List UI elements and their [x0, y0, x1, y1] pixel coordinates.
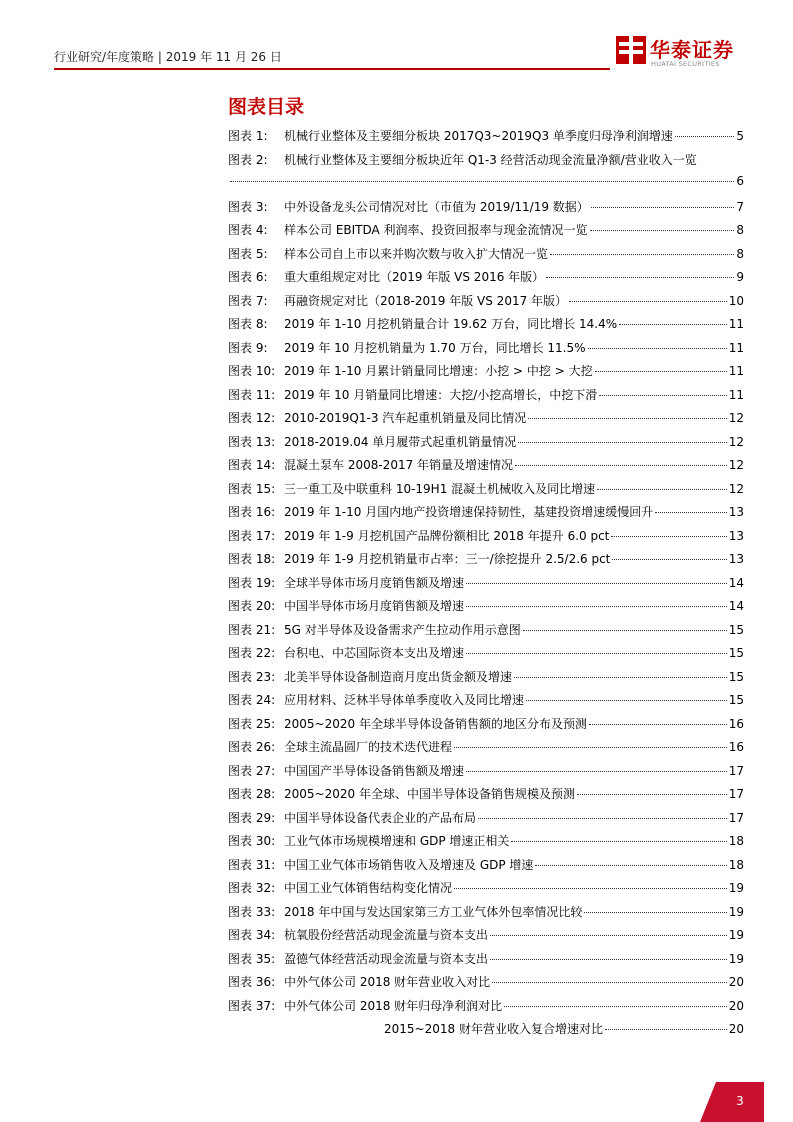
toc-entry-label: 图表 33:: [228, 904, 276, 919]
toc-entry-text: 中外气体公司 2018 财年归母净利润对比: [284, 998, 503, 1013]
header-divider: [54, 68, 610, 70]
toc-entry-page: 13: [728, 552, 744, 566]
toc-entry[interactable]: [228, 785, 744, 809]
toc-entry[interactable]: [228, 292, 744, 316]
toc-entry-page: 19: [728, 881, 744, 895]
toc-leader-dots: [588, 348, 727, 349]
toc-entry-label: 图表 17:: [228, 528, 276, 543]
toc-entry-label: 图表 25:: [228, 716, 276, 731]
toc-entry-label: 图表 4:: [228, 223, 268, 237]
toc-entry-page: 19: [728, 904, 744, 919]
toc-leader-dots: [454, 747, 727, 748]
toc-leader-dots: [466, 653, 727, 654]
toc-leader-dots: [523, 630, 727, 631]
toc-entry-text: 三一重工及中联重科 10-19H1 混凝土机械收入及同比增速: [284, 481, 596, 496]
toc-entry[interactable]: [228, 456, 744, 480]
toc-entry-label: 图表 30:: [228, 834, 276, 848]
toc-entry-text: 中外设备龙头公司情况对比（市值为 2019/11/19 数据）: [284, 199, 589, 214]
toc-entry-page: 15: [728, 622, 744, 637]
toc-entry-text: 机械行业整体及主要细分板块 2017Q3~2019Q3 单季度归母净利润增速: [284, 129, 673, 143]
toc-entry-page: 16: [728, 740, 744, 754]
toc-leader-dots: [611, 536, 726, 537]
toc-leader-dots: [569, 301, 727, 302]
toc-leader-dots: [591, 207, 735, 208]
toc-entry-label: 图表 37:: [228, 998, 276, 1013]
toc-leader-dots: [675, 136, 734, 137]
toc-entry-label: 图表 1:: [228, 129, 268, 143]
toc-leader-dots: [466, 771, 727, 772]
huatai-logo-icon: [616, 34, 646, 66]
toc-entry[interactable]: [228, 268, 744, 292]
toc-entry-label: 图表 20:: [228, 599, 276, 613]
toc-entry-text: 工业气体市场规模增速和 GDP 增速正相关: [284, 834, 510, 848]
toc-entry-text: 2018 年中国与发达国家第三方工业气体外包率情况比较: [284, 904, 583, 919]
toc-entry-text: 中国工业气体销售结构变化情况: [284, 881, 453, 895]
toc-leader-dots: [584, 912, 726, 913]
toc-entry-page: 12: [728, 458, 744, 472]
toc-entry[interactable]: [228, 903, 744, 927]
toc-entry-page: 14: [728, 575, 744, 590]
logo-subtitle: HUATAI SECURITIES: [651, 60, 720, 68]
toc-entry-text: 中国国产半导体设备销售额及增速: [284, 763, 465, 778]
toc-leader-dots: [466, 583, 727, 584]
toc-entry[interactable]: [228, 550, 744, 574]
toc-entry-page: 6: [736, 174, 744, 188]
toc-entry[interactable]: [228, 127, 744, 151]
toc-entry[interactable]: [228, 503, 744, 527]
toc-leader-dots: [518, 442, 726, 443]
toc-entry[interactable]: [228, 809, 744, 833]
toc-entry[interactable]: [228, 950, 744, 974]
toc-entry[interactable]: [228, 997, 744, 1021]
toc-entry-label: 图表 14:: [228, 458, 276, 472]
toc-title: 图表目录: [228, 96, 305, 118]
toc-entry[interactable]: [228, 480, 744, 504]
toc-leader-dots: [526, 700, 727, 701]
toc-entry-page: 13: [728, 528, 744, 543]
toc-entry-text: 中外气体公司 2018 财年营业收入对比: [284, 975, 491, 989]
toc-entry[interactable]: [228, 574, 744, 598]
toc-entry-page: 7: [736, 199, 744, 214]
toc-entry[interactable]: [228, 597, 744, 621]
page-number: 3: [736, 1094, 744, 1108]
toc-leader-dots: [492, 982, 727, 983]
toc-entry-label: 图表 10:: [228, 364, 276, 378]
toc-entry-page: 15: [728, 646, 744, 660]
toc-entry-page: 19: [728, 951, 744, 966]
toc-entry-page: 15: [728, 693, 744, 707]
toc-entry-page: 18: [728, 857, 744, 872]
toc-leader-dots: [490, 935, 727, 936]
page-number-badge: [716, 1082, 764, 1122]
toc-entry-text: 全球半导体市场月度销售额及增速: [284, 575, 465, 590]
toc-entry[interactable]: [228, 879, 744, 903]
toc-entry-label: 图表 7:: [228, 293, 268, 308]
toc-entry[interactable]: [228, 339, 744, 363]
toc-entry-page: 12: [728, 434, 744, 449]
toc-entry-text: 2005~2020 年全球半导体设备销售额的地区分布及预测: [284, 716, 587, 731]
toc-entry-text: 样本公司 EBITDA 利润率、投资回报率与现金流情况一览: [284, 223, 588, 237]
toc-entry-page: 5: [736, 129, 744, 143]
toc-entry[interactable]: [228, 644, 744, 668]
toc-entry[interactable]: [228, 386, 744, 410]
toc-entry[interactable]: [228, 762, 744, 786]
toc-entry[interactable]: [228, 315, 744, 339]
toc-entry-label: 图表 13:: [228, 434, 276, 449]
toc-leader-dots: [511, 841, 726, 842]
toc-entry[interactable]: [228, 1020, 744, 1044]
toc-entry-page: 17: [728, 787, 744, 801]
toc-entry-label: 图表 8:: [228, 317, 268, 331]
toc-entry-label: 图表 6:: [228, 270, 268, 284]
toc-entry-page: 17: [728, 763, 744, 778]
toc-entry-page: 11: [728, 317, 744, 331]
toc-entry-label: 图表 18:: [228, 552, 276, 566]
toc-entry[interactable]: [228, 245, 744, 269]
toc-entry-label: 图表 26:: [228, 740, 276, 754]
toc-leader-dots: [490, 959, 727, 960]
toc-entry-label: 图表 28:: [228, 787, 276, 801]
toc-entry-label: 图表 19:: [228, 575, 276, 590]
toc-entry-label: 图表 23:: [228, 669, 276, 684]
toc-entry-text: 2019 年 1-10 月挖机销量合计 19.62 万台，同比增长 14.4%: [284, 317, 618, 331]
toc-entry-label: 图表 11:: [228, 387, 276, 402]
toc-entry[interactable]: [228, 856, 744, 880]
toc-entry-label: 图表 29:: [228, 810, 276, 825]
toc-entry-page: 12: [728, 481, 744, 496]
toc-entry[interactable]: [228, 621, 744, 645]
toc-entry-label: 图表 34:: [228, 928, 276, 942]
toc-entry-label: 图表 32:: [228, 881, 276, 895]
toc-entry[interactable]: [228, 409, 744, 433]
toc-leader-dots: [655, 512, 726, 513]
toc-entry-text: 2019 年 10 月挖机销量为 1.70 万台，同比增长 11.5%: [284, 340, 586, 355]
toc-entry[interactable]: [228, 973, 744, 997]
toc-entry-page: 8: [736, 223, 744, 237]
toc-leader-dots: [535, 865, 726, 866]
toc-leader-dots: [597, 489, 727, 490]
toc-entry[interactable]: [228, 174, 744, 198]
toc-entry-text: 应用材料、泛林半导体单季度收入及同比增速: [284, 693, 525, 707]
toc-entry-text: 台积电、中芯国际资本支出及增速: [284, 646, 465, 660]
toc-entry-text: 机械行业整体及主要细分板块近年 Q1-3 经营活动现金流量净额/营业收入一览: [284, 152, 697, 167]
toc-entry-page: 12: [728, 411, 744, 425]
toc-leader-dots: [466, 606, 727, 607]
toc-entry-page: 8: [736, 246, 744, 261]
toc-entry-text: 2019 年 1-9 月挖机销量市占率：三一/徐挖提升 2.5/2.6 pct: [284, 552, 611, 566]
toc-entry-text: 2018-2019.04 单月履带式起重机销量情况: [284, 434, 517, 449]
toc-entry[interactable]: [228, 433, 744, 457]
toc-entry-text: 北美半导体设备制造商月度出货金额及增速: [284, 669, 513, 684]
toc-entry[interactable]: [228, 221, 744, 245]
toc-leader-dots: [590, 230, 735, 231]
toc-leader-dots: [619, 324, 727, 325]
toc-entry-text: 杭氧股份经营活动现金流量与资本支出: [284, 928, 489, 942]
toc-entry-text: 2010-2019Q1-3 汽车起重机销量及同比情况: [284, 411, 527, 425]
toc-entry-page: 11: [728, 340, 744, 355]
toc-entry-page: 20: [728, 998, 744, 1013]
toc-entry-page: 9: [736, 270, 744, 284]
toc-leader-dots: [550, 254, 734, 255]
toc-list: [228, 127, 744, 1044]
toc-entry-text: 混凝土泵车 2008-2017 年销量及增速情况: [284, 458, 514, 472]
toc-entry[interactable]: [228, 738, 744, 762]
toc-entry-label: 图表 35:: [228, 951, 276, 966]
toc-leader-dots: [515, 465, 727, 466]
toc-entry-label: 图表 15:: [228, 481, 276, 496]
toc-entry-page: 19: [728, 928, 744, 942]
toc-entry-label: 图表 21:: [228, 622, 276, 637]
toc-entry-label: 图表 24:: [228, 693, 276, 707]
toc-leader-dots: [577, 794, 727, 795]
toc-entry[interactable]: [228, 691, 744, 715]
toc-entry-page: 17: [728, 810, 744, 825]
brand-logo: [616, 34, 746, 74]
toc-entry-text: 2005~2020 年全球、中国半导体设备销售规模及预测: [284, 787, 575, 801]
toc-entry[interactable]: [228, 926, 744, 950]
toc-entry[interactable]: [228, 715, 744, 739]
toc-leader-dots: [514, 677, 727, 678]
toc-leader-dots: [589, 724, 727, 725]
toc-entry-label: 图表 3:: [228, 199, 268, 214]
toc-entry-text: 2019 年 1-10 月国内地产投资增速保持韧性，基建投资增速缓慢回升: [284, 505, 654, 519]
toc-entry-page: 13: [728, 505, 744, 519]
toc-entry[interactable]: [228, 832, 744, 856]
toc-entry-page: 14: [728, 599, 744, 613]
toc-entry-label: 图表 12:: [228, 411, 276, 425]
toc-entry-text: 中国半导体设备代表企业的产品布局: [284, 810, 477, 825]
toc-entry-text: 再融资规定对比（2018-2019 年版 VS 2017 年版）: [284, 293, 568, 308]
toc-entry-page: 20: [728, 975, 744, 989]
toc-entry-page: 10: [728, 293, 744, 308]
toc-entry-label: 图表 22:: [228, 646, 276, 660]
toc-entry-text: 重大重组规定对比（2019 年版 VS 2016 年版）: [284, 270, 545, 284]
toc-entry[interactable]: [228, 151, 744, 175]
toc-entry[interactable]: [228, 198, 744, 222]
toc-entry-label: 图表 2:: [228, 152, 268, 167]
toc-entry-text: 全球主流晶圆厂的技术迭代进程: [284, 740, 453, 754]
toc-entry-page: 11: [728, 387, 744, 402]
toc-entry-page: 11: [728, 364, 744, 378]
toc-leader-dots: [230, 181, 734, 182]
toc-entry-label: 图表 36:: [228, 975, 276, 989]
toc-entry-text: 5G 对半导体及设备需求产生拉动作用示意图: [284, 622, 521, 637]
header-breadcrumb: 行业研究/年度策略 | 2019 年 11 月 26 日: [54, 50, 282, 64]
toc-entry-page: 16: [728, 716, 744, 731]
toc-entry-text: 样本公司自上市以来并购次数与收入扩大情况一览: [284, 246, 549, 261]
toc-leader-dots: [528, 418, 726, 419]
toc-entry-page: 20: [728, 1022, 744, 1036]
toc-leader-dots: [595, 371, 727, 372]
toc-leader-dots: [478, 818, 727, 819]
toc-leader-dots: [546, 277, 734, 278]
toc-entry-page: 15: [728, 669, 744, 684]
toc-entry-label: 图表 27:: [228, 763, 276, 778]
toc-entry-label: 图表 5:: [228, 246, 268, 261]
toc-leader-dots: [605, 1029, 727, 1030]
toc-entry-label: 图表 31:: [228, 857, 276, 872]
toc-leader-dots: [454, 888, 727, 889]
logo-name: 华泰证券: [650, 38, 734, 62]
toc-entry-text: 2019 年 1-9 月挖机国产品牌份额相比 2018 年提升 6.0 pct: [284, 528, 610, 543]
toc-entry-page: 18: [728, 834, 744, 848]
toc-entry[interactable]: [228, 527, 744, 551]
toc-leader-dots: [599, 395, 726, 396]
toc-entry-label: 图表 16:: [228, 505, 276, 519]
toc-entry-label: 图表 9:: [228, 340, 268, 355]
toc-entry[interactable]: [228, 668, 744, 692]
toc-entry[interactable]: [228, 362, 744, 386]
toc-entry-text: 中国半导体市场月度销售额及增速: [284, 599, 465, 613]
toc-entry-text: 中国工业气体市场销售收入及增速及 GDP 增速: [284, 857, 534, 872]
toc-entry-text: 2019 年 10 月销量同比增速：大挖/小挖高增长，中挖下滑: [284, 387, 598, 402]
toc-leader-dots: [612, 559, 726, 560]
toc-leader-dots: [504, 1006, 727, 1007]
toc-entry-text: 盈德气体经营活动现金流量与资本支出: [284, 951, 489, 966]
toc-entry-text: 2015~2018 财年营业收入复合增速对比: [384, 1022, 603, 1036]
toc-entry-text: 2019 年 1-10 月累计销量同比增速：小挖 > 中挖 > 大挖: [284, 364, 593, 378]
